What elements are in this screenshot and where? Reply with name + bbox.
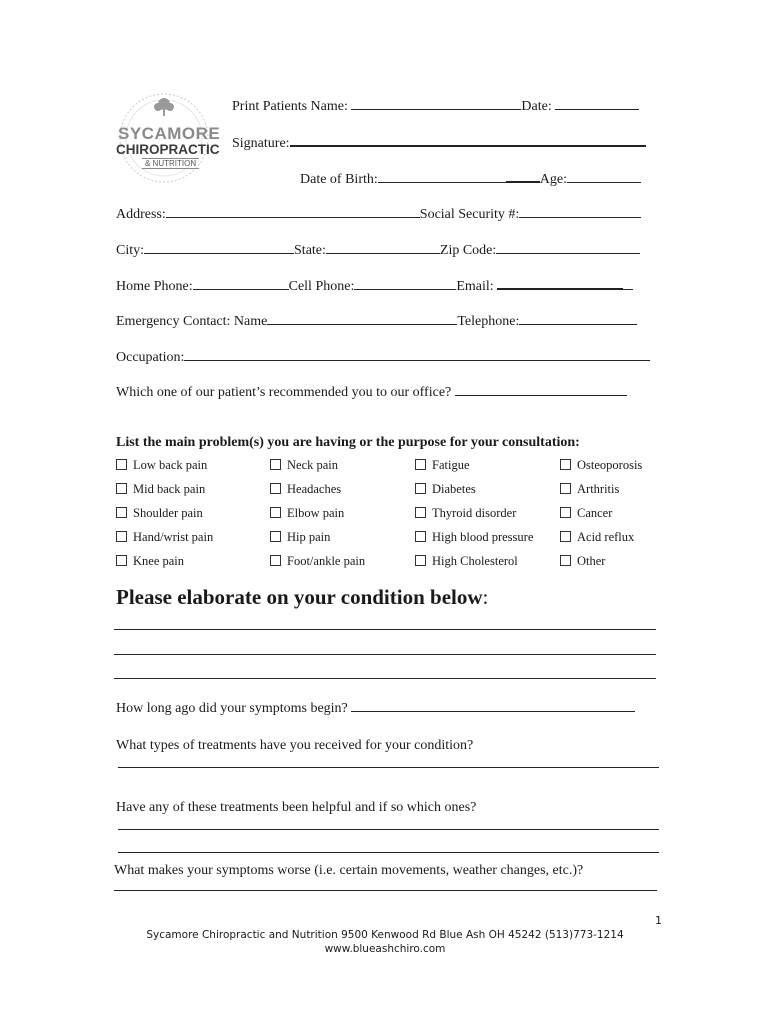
checkbox-label: Shoulder pain: [133, 506, 203, 520]
footer-website: www.blueashchiro.com: [324, 943, 446, 955]
checkbox-option[interactable]: [270, 457, 338, 473]
date-label: Date:: [521, 99, 552, 114]
checkbox-icon[interactable]: [270, 483, 281, 494]
home-phone-label: Home Phone:: [116, 279, 193, 294]
elaborate-colon: :: [482, 585, 489, 609]
elaborate-heading: Please elaborate on your condition below: [116, 585, 483, 609]
checkbox-option[interactable]: [415, 553, 518, 569]
checkbox-icon[interactable]: [560, 507, 571, 518]
checkbox-icon[interactable]: [270, 459, 281, 470]
ssn-field[interactable]: [519, 203, 641, 218]
city-label: City:: [116, 243, 145, 258]
checkbox-label: Foot/ankle pain: [287, 554, 366, 568]
checkbox-icon[interactable]: [116, 531, 127, 542]
treatments-received-label: What types of treatments have you received for your condition?: [116, 738, 474, 753]
checkbox-icon[interactable]: [415, 531, 426, 542]
checkbox-option[interactable]: [560, 481, 619, 497]
zip-label: Zip Code:: [439, 243, 497, 258]
checkbox-label: Acid reflux: [577, 530, 635, 544]
age-field[interactable]: [567, 168, 641, 183]
emergency-name-field[interactable]: [267, 310, 457, 325]
checkbox-option[interactable]: [116, 505, 203, 521]
treatments-helpful-label: Have any of these treatments been helpful and if so which ones?: [116, 800, 477, 815]
checkbox-label: Headaches: [287, 482, 342, 496]
address-label: Address:: [116, 207, 166, 222]
checkbox-label: Mid back pain: [133, 482, 206, 496]
elaborate-line-2[interactable]: [114, 654, 656, 655]
checkbox-option[interactable]: [116, 529, 213, 545]
checkbox-option[interactable]: [415, 529, 533, 545]
phone-row: [116, 274, 633, 296]
checkbox-icon[interactable]: [116, 483, 127, 494]
signature-field[interactable]: [290, 131, 646, 147]
checkbox-icon[interactable]: [415, 483, 426, 494]
checkbox-label: Cancer: [577, 506, 613, 520]
checkbox-label: Hand/wrist pain: [133, 530, 214, 544]
checkbox-icon[interactable]: [415, 507, 426, 518]
occupation-label: Occupation:: [116, 350, 185, 365]
elaborate-line-1[interactable]: [114, 629, 656, 630]
checkbox-label: Diabetes: [432, 482, 476, 496]
dob-extra-field[interactable]: [506, 167, 540, 183]
symptoms-worse-label: What makes your symptoms worse (i.e. certain movements, weather changes, etc.)?: [114, 863, 584, 878]
checkbox-option[interactable]: [116, 553, 184, 569]
treatments-helpful-line-1[interactable]: [118, 829, 659, 830]
referral-field[interactable]: [455, 381, 627, 396]
emergency-row: [116, 310, 637, 331]
referral-row: [116, 381, 627, 402]
checkbox-label: Arthritis: [577, 482, 620, 496]
email-extra-field[interactable]: [623, 275, 633, 290]
telephone-field[interactable]: [519, 310, 637, 325]
cell-phone-field[interactable]: [354, 275, 456, 290]
date-field[interactable]: [555, 95, 639, 110]
logo-line-1: SYCAMORE: [118, 124, 221, 143]
state-label: State:: [294, 243, 326, 258]
email-field[interactable]: [497, 274, 623, 290]
checkbox-option[interactable]: [116, 481, 205, 497]
print-name-row: [232, 95, 639, 116]
checkbox-icon[interactable]: [415, 459, 426, 470]
telephone-label: Telephone:: [457, 314, 520, 329]
ssn-label: Social Security #:: [419, 207, 520, 222]
checkbox-icon[interactable]: [560, 459, 571, 470]
checkbox-option[interactable]: [270, 529, 330, 545]
symptoms-worse-line[interactable]: [114, 890, 657, 891]
zip-field[interactable]: [496, 239, 640, 254]
checkbox-label: High blood pressure: [432, 530, 534, 544]
logo-line-2: CHIROPRACTIC: [116, 142, 220, 157]
checkbox-option[interactable]: [560, 457, 642, 473]
checkbox-label: Thyroid disorder: [432, 506, 517, 520]
checkbox-option[interactable]: [415, 457, 470, 473]
checkbox-option[interactable]: [270, 505, 344, 521]
age-label: Age:: [539, 172, 567, 187]
checkbox-icon[interactable]: [270, 555, 281, 566]
cell-phone-label: Cell Phone:: [288, 279, 355, 294]
page-number: 1: [655, 914, 662, 927]
symptoms-begin-row: [116, 697, 635, 718]
problems-heading: List the main problem(s) you are having or the purpose for your consultation:: [116, 435, 580, 450]
checkbox-icon[interactable]: [560, 483, 571, 494]
dob-field[interactable]: [378, 168, 506, 183]
treatments-helpful-line-2[interactable]: [118, 852, 659, 853]
checkbox-label: Osteoporosis: [577, 458, 643, 472]
checkbox-option[interactable]: [560, 529, 634, 545]
checkbox-option[interactable]: [415, 505, 516, 521]
referral-label: Which one of our patient’s recommended you to our office?: [116, 385, 452, 400]
home-phone-field[interactable]: [193, 275, 289, 290]
checkbox-label: Hip pain: [287, 530, 331, 544]
checkbox-label: Low back pain: [133, 458, 208, 472]
treatments-received-line[interactable]: [118, 767, 659, 768]
checkbox-option[interactable]: [270, 553, 365, 569]
logo-line-3: & NUTRITION: [142, 158, 199, 169]
dob-row: [300, 167, 641, 189]
elaborate-line-3[interactable]: [114, 678, 656, 679]
checkbox-icon[interactable]: [116, 555, 127, 566]
checkbox-label: Knee pain: [133, 554, 185, 568]
checkbox-option[interactable]: [270, 481, 341, 497]
address-field[interactable]: [166, 203, 420, 218]
emergency-contact-label: Emergency Contact: Name: [116, 314, 268, 329]
checkbox-label: Other: [577, 554, 606, 568]
checkbox-icon[interactable]: [270, 507, 281, 518]
checkbox-icon[interactable]: [270, 531, 281, 542]
checkbox-icon[interactable]: [560, 531, 571, 542]
city-field[interactable]: [144, 239, 294, 254]
checkbox-label: Elbow pain: [287, 506, 345, 520]
footer-address: Sycamore Chiropractic and Nutrition 9500 Kenwood Rd Blue Ash OH 45242 (513)773-1214: [146, 929, 624, 941]
dob-label: Date of Birth:: [300, 172, 378, 187]
print-name-label: Print Patients Name:: [232, 99, 348, 114]
state-field[interactable]: [326, 239, 440, 254]
occupation-row: [116, 346, 650, 367]
symptoms-begin-field[interactable]: [351, 697, 635, 712]
checkbox-icon[interactable]: [560, 555, 571, 566]
checkbox-option[interactable]: [116, 457, 207, 473]
checkbox-icon[interactable]: [116, 507, 127, 518]
symptoms-begin-label: How long ago did your symptoms begin?: [116, 701, 348, 716]
print-name-field[interactable]: [351, 95, 521, 110]
checkbox-icon[interactable]: [116, 459, 127, 470]
city-row: [116, 239, 640, 260]
checkbox-label: Fatigue: [432, 458, 470, 472]
checkbox-icon[interactable]: [415, 555, 426, 566]
checkbox-option[interactable]: [415, 481, 476, 497]
sycamore-logo: [112, 90, 221, 186]
checkbox-option[interactable]: [560, 505, 612, 521]
signature-label: Signature:: [232, 136, 290, 151]
address-row: [116, 203, 641, 224]
occupation-field[interactable]: [184, 346, 650, 361]
signature-row: [232, 131, 646, 153]
checkbox-option[interactable]: [560, 553, 605, 569]
checkbox-label: Neck pain: [287, 458, 339, 472]
email-label: Email:: [456, 279, 494, 294]
checkbox-label: High Cholesterol: [432, 554, 518, 568]
elaborate-heading-row: [116, 585, 488, 610]
